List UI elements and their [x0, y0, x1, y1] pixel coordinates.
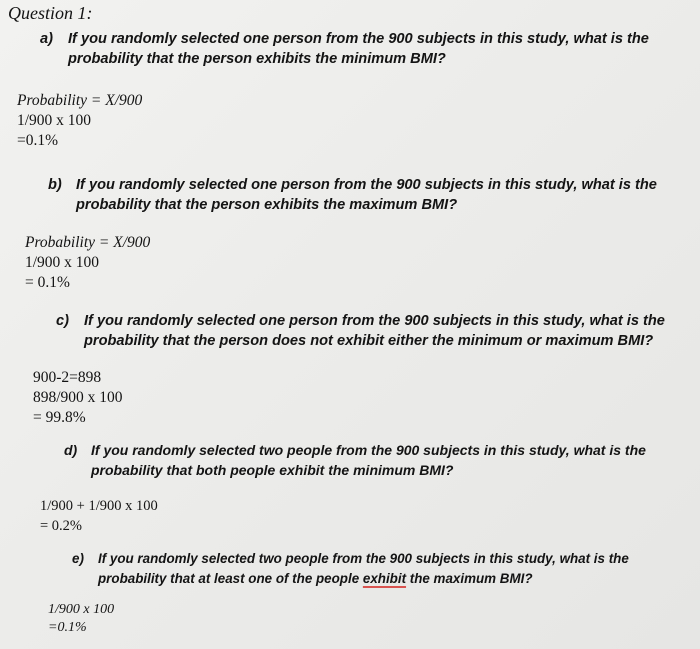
question-c-line2: probability that the person does not exhibit either the minimum or maximum BMI?	[84, 333, 654, 349]
question-a-line2: probability that the person exhibits the minimum BMI?	[68, 51, 446, 67]
question-e-line2	[72, 569, 684, 589]
answer-e-line2: =0.1%	[48, 620, 87, 635]
question-c-line1: If you randomly selected one person from the 900 subjects in this study, what is the	[84, 313, 665, 329]
question-a-letter: a)	[40, 31, 53, 47]
answer-d-line1: 1/900 + 1/900 x 100	[40, 498, 158, 514]
question-a	[40, 29, 690, 69]
answer-e	[48, 601, 114, 637]
spellcheck-underlined-word: exhibit	[362, 571, 407, 586]
question-d-line1: If you randomly selected two people from the 900 subjects in this study, what is the	[91, 442, 646, 458]
answer-c	[33, 368, 123, 428]
question-d-letter: d)	[64, 442, 78, 458]
question-d	[64, 440, 684, 480]
question-c	[56, 311, 696, 351]
question-c-letter: c)	[56, 313, 69, 329]
answer-a-line1: Probability = X/900	[17, 92, 143, 109]
answer-c-line2: 898/900 x 100	[33, 389, 123, 406]
question-title: Question 1:	[8, 3, 93, 23]
question-b-line1: If you randomly selected one person from the 900 subjects in this study, what is the	[76, 177, 657, 193]
question-e-letter: e)	[72, 551, 84, 566]
question-e	[72, 549, 684, 589]
question-b	[48, 175, 688, 215]
answer-a-line2: 1/900 x 100	[17, 112, 92, 129]
question-e-line2-end: the maximum BMI?	[406, 571, 533, 586]
answer-b-line3: = 0.1%	[25, 274, 70, 291]
question-d-line2: probability that both people exhibit the minimum BMI?	[91, 462, 454, 478]
question-e-line1: If you randomly selected two people from the 900 subjects in this study, what is the	[98, 551, 629, 566]
answer-a-line3: =0.1%	[17, 132, 59, 149]
question-e-line2-start: probability that at least one of the people	[98, 571, 363, 586]
answer-d	[40, 496, 158, 536]
answer-b-line1: Probability = X/900	[25, 234, 151, 251]
answer-b	[25, 233, 150, 293]
question-b-line2: probability that the person exhibits the maximum BMI?	[76, 197, 458, 213]
question-b-letter: b)	[48, 177, 62, 193]
answer-d-line2: = 0.2%	[40, 518, 83, 534]
answer-c-line1: 900-2=898	[33, 369, 102, 386]
answer-b-line2: 1/900 x 100	[25, 254, 100, 271]
answer-e-line1: 1/900 x 100	[48, 602, 115, 617]
question-a-line1: If you randomly selected one person from the 900 subjects in this study, what is the	[68, 31, 649, 47]
answer-a	[17, 91, 142, 151]
answer-c-line3: = 99.8%	[33, 409, 86, 426]
